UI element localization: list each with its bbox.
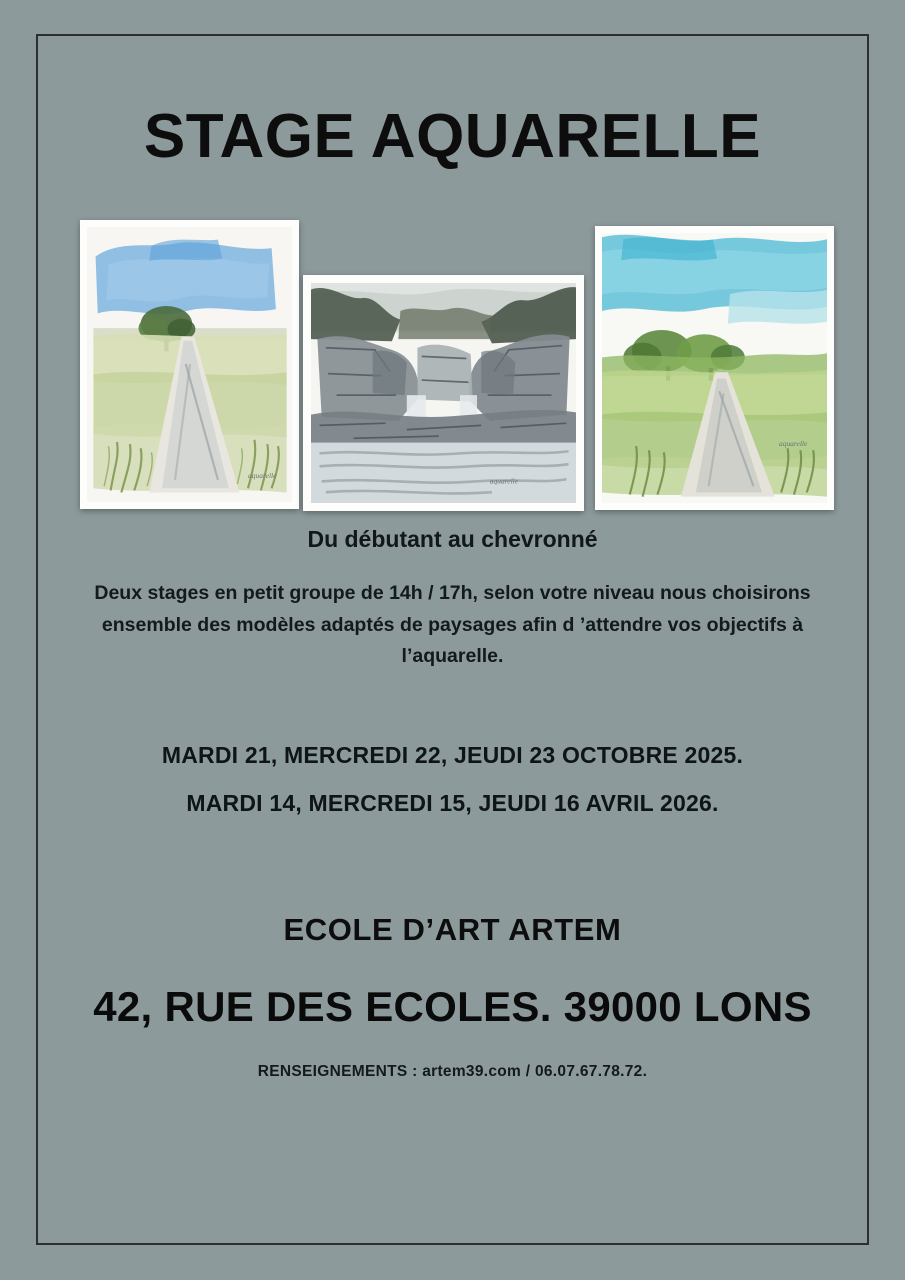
artwork-watercolor-green-landscape xyxy=(595,226,834,510)
artwork-watercolor-path-with-tree xyxy=(80,220,299,509)
school-name: ECOLE D’ART ARTEM xyxy=(283,912,622,947)
poster-dates xyxy=(0,742,905,838)
svg-text:aquarelle: aquarelle xyxy=(489,476,519,486)
artwork-watercolor-rocky-river xyxy=(303,275,584,511)
school-address: 42, RUE DES ECOLES. 39000 LONS xyxy=(93,983,812,1030)
poster-subtitle: Du débutant au chevronné xyxy=(307,526,598,552)
date-line-2: MARDI 14, MERCREDI 15, JEUDI 16 AVRIL 2026. xyxy=(186,790,719,816)
page-title: STAGE AQUARELLE xyxy=(143,102,762,171)
date-line-1: MARDI 21, MERCREDI 22, JEUDI 23 OCTOBRE 2025. xyxy=(161,742,744,768)
svg-text:aquarelle: aquarelle xyxy=(779,439,808,449)
artwork-canvas-3 xyxy=(602,233,827,503)
contact-info: RENSEIGNEMENTS : artem39.com / 06.07.67.78.72. xyxy=(257,1063,648,1080)
artwork-gallery xyxy=(60,220,850,510)
artwork-canvas-1 xyxy=(87,227,292,502)
poster-description: Deux stages en petit groupe de 14h / 17h, selon votre niveau nous choisirons ensemble des modèles adaptés de paysages afin d ’attendre vos objectifs à l’aquarelle. xyxy=(94,582,811,668)
svg-text:aquarelle: aquarelle xyxy=(247,470,277,480)
artwork-canvas-2 xyxy=(311,283,576,503)
